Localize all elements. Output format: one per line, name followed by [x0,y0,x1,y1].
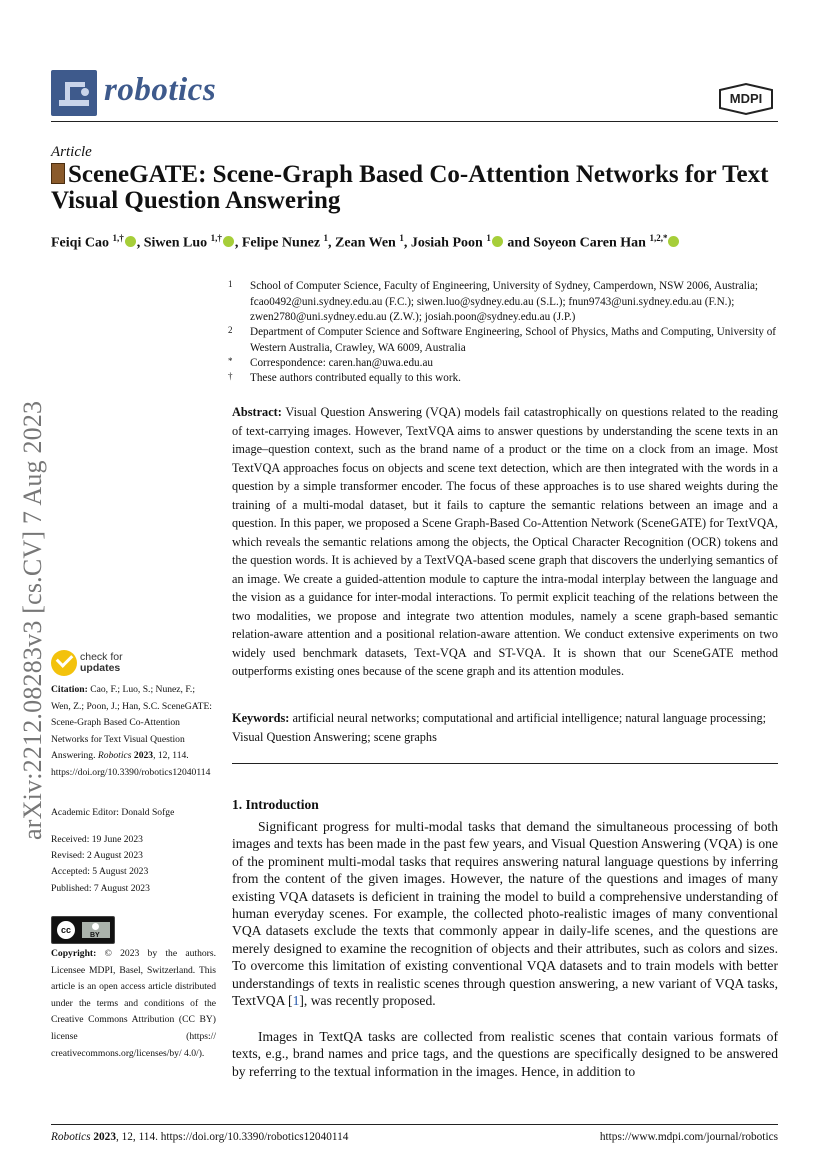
author-separator: , [136,235,144,251]
check-updates-line1: check for [80,651,123,663]
person-icon [92,923,99,930]
affiliation-text: School of Computer Science, Faculty of Engineering, University of Sydney, Camperdown, NSW 2006, Australia; fcao0492@uni.sydney.edu.au (F.C.); siwen.luo@sydney.edu.au (S.L.); fnun9743@uni.sydney.edu.au (F.N.); zwen2780@uni.sydney.edu.au (Z.W.); josiah.poon@sydney.edu.au (J.P.) [250,280,759,323]
author-affiliation-sup: 1 [486,233,491,243]
citation-journal: Robotics [97,750,132,762]
footer-doi[interactable]: , 12, 114. https://doi.org/10.3390/robotics12040114 [115,1131,349,1143]
citation-year: 2023 [133,750,154,762]
footer-journal-url[interactable]: https://www.mdpi.com/journal/robotics [599,1131,778,1143]
check-circle-icon [51,650,77,676]
check-updates-line2: updates [80,662,121,674]
affiliation-mark: † [228,371,233,381]
abstract [232,403,778,681]
intro-p2: Images in TextQA tasks are collected from realistic scenes that contain various formats of texts, e.g., brand names and price tags, and the questions are specifically designed to be answered by referring to the textual information in the images. Hence, in addition to [232,1029,778,1079]
affiliation-mark: 2 [228,325,233,335]
orcid-icon[interactable] [492,236,503,247]
header-divider [51,121,778,122]
affiliation-mark: * [228,356,233,366]
orcid-icon[interactable] [668,236,679,247]
journal-logo-icon [51,70,97,116]
citation-block [51,682,216,782]
keywords [232,709,778,746]
affiliation-text: These authors contributed equally to this work. [250,372,461,384]
citation-text: Cao, F.; Luo, S.; Nunez, F.; Wen, Z.; Poon, J.; Han, S.C. SceneGATE: Scene-Graph Based Co-Attention Networks for Text Visual Question Answering. [51,684,212,762]
check-for-updates-button[interactable] [51,650,191,680]
author-name: Zean Wen [335,235,396,251]
author-separator: , [403,235,411,251]
journal-name: robotics [104,72,217,108]
paper-title-text: SceneGATE: Scene-Graph Based Co-Attention Networks for Text Visual Question Answering [51,161,769,214]
copyright-block [51,946,216,1062]
keywords-text: artificial neural networks; computational and artificial intelligence; natural language processing; Visual Question Answering; scene graphs [232,711,767,744]
correspondence [228,356,778,371]
author-name: Felipe Nunez [241,235,321,251]
orcid-icon[interactable] [223,236,234,247]
author-name: Siwen Luo [143,235,208,251]
paper-title [51,162,778,214]
copyright-text: © 2023 by the authors. Licensee MDPI, Basel, Switzerland. This article is an open access article distributed under the terms and conditions of the Creative Commons Attribution (CC BY) license (https:// creativecommons.org/licenses/by/ 4.0/). [51,948,216,1059]
author-affiliation-sup: 1,2,* [649,233,668,243]
equal-contribution-note [228,371,778,386]
abstract-text: Visual Question Answering (VQA) models fail catastrophically on questions related to the reading of text-carrying images. However, TextVQA aims to answer questions by understanding the scene texts in an image–question context, such as the brand name of a product or the time on a clock from an image. Most TextVQA approaches focus on objects and scene text detection, which are then integrated with the words in a question by a simple transformer encoder. The focus of these approaches is to use shared weights during the training of a multi-modal dataset, but it fails to capture the semantic relations between an image and a question. In this paper, we proposed a Scene Graph-Based Co-Attention Network (SceneGATE) for TextVQA, which reveals the semantic relations among the objects, the Optical Character Recognition (OCR) tokens and the question words. It is achieved by a TextVQA-based scene graph that discovers the underlying semantics of an image. We create a guided-attention module to capture the intra-modal interplay between the language and the vision as a guidance for inter-modal interactions. To permit explicit teaching of the relations between the two modalities, we propose and integrate two attention modules, namely a scene graph-based semantic relation-aware attention and a positional relation-aware attention. We conduct extensive experiments on two widely used benchmark datasets, Text-VQA and ST-VQA. It is shown that our SceneGATE method outperforms existing ones because of the scene graph and its attention modules. [232,405,778,678]
section-heading: 1. Introduction [232,797,319,812]
citation-label: Citation: [51,684,88,695]
author-name: Soyeon Caren Han [533,235,646,251]
orcid-icon[interactable] [125,236,136,247]
footer-journal: Robotics [51,1131,91,1143]
intro-p1-pre: Significant progress for multi-modal tasks that demand the simultaneous processing of both images and texts has been made in the past few years, and Visual Question Answering (VQA) is one of the prominent multi-modal tasks that requires answering natural language questions by inferring from the content of the given images. However, the nature of the questions and images of many existing VQA datasets is deficient in training the model to build a comprehensive understanding of human everyday scenes. For example, the collected photo-realistic images of many conventional VQA datasets exclude the texts that commonly appear in daily-life scenes, and the questions are merely designed to examine the recognition of objects and their attributes, such as colors and sizes. To overcome this limitation of existing conventional VQA datasets and to train models with better understandings of texts in realistic scenes through question answering, a new variant of VQA tasks, TextVQA [ [232,819,778,1009]
citation-link[interactable]: 1 [292,993,300,1009]
cc-by-label: BY [90,932,100,939]
copyright-label: Copyright: [51,948,97,959]
revised-date: Revised: 2 August 2023 [51,850,143,861]
section-divider [232,763,778,764]
intro-paragraph-2 [232,1028,778,1080]
author-separator: , [328,235,336,251]
footer-divider [51,1124,778,1125]
affiliation-mark: 1 [228,279,233,289]
affiliation-text: Correspondence: caren.han@uwa.edu.au [250,357,434,369]
author-separator: and [503,235,534,251]
received-date: Received: 19 June 2023 [51,834,143,845]
intro-paragraph-1 [232,818,778,1009]
publisher-logo [716,82,776,116]
intro-p1-post: ], was recently proposed. [299,993,436,1009]
keywords-label: Keywords: [232,711,290,725]
footer-citation [51,1131,348,1143]
citation-rest[interactable]: , 12, 114. https://doi.org/10.3390/robotics12040114 [51,750,211,778]
author-affiliation-sup: 1,† [210,233,222,243]
footer-year: 2023 [93,1131,116,1143]
published-date: Published: 7 August 2023 [51,883,150,894]
author-list [51,233,778,252]
check-updates-book-icon [51,163,65,184]
article-type: Article [51,144,92,160]
accepted-date: Accepted: 5 August 2023 [51,866,149,877]
affiliation-1 [228,279,778,325]
author-name: Josiah Poon [410,235,483,251]
author-affiliation-sup: 1,† [112,233,124,243]
abstract-label: Abstract: [232,405,282,419]
affiliation-2 [228,325,778,356]
author-affiliation-sup: 1 [323,233,329,243]
publisher-name: MDPI [729,91,763,106]
affiliation-text: Department of Computer Science and Software Engineering, School of Physics, Maths and Computing, University of Western Australia, Crawley, WA 6009, Australia [250,326,777,354]
cc-badge: cc [56,920,76,940]
academic-editor: Academic Editor: Donald Sofge [51,807,175,818]
author-affiliation-sup: 1 [399,233,404,243]
author-name: Feiqi Cao [51,235,109,251]
arxiv-stamp: arXiv:2212.08283v3 [cs.CV] 7 Aug 2023 [18,400,47,840]
cc-by-license-icon[interactable] [51,916,115,944]
author-separator: , [234,235,242,251]
